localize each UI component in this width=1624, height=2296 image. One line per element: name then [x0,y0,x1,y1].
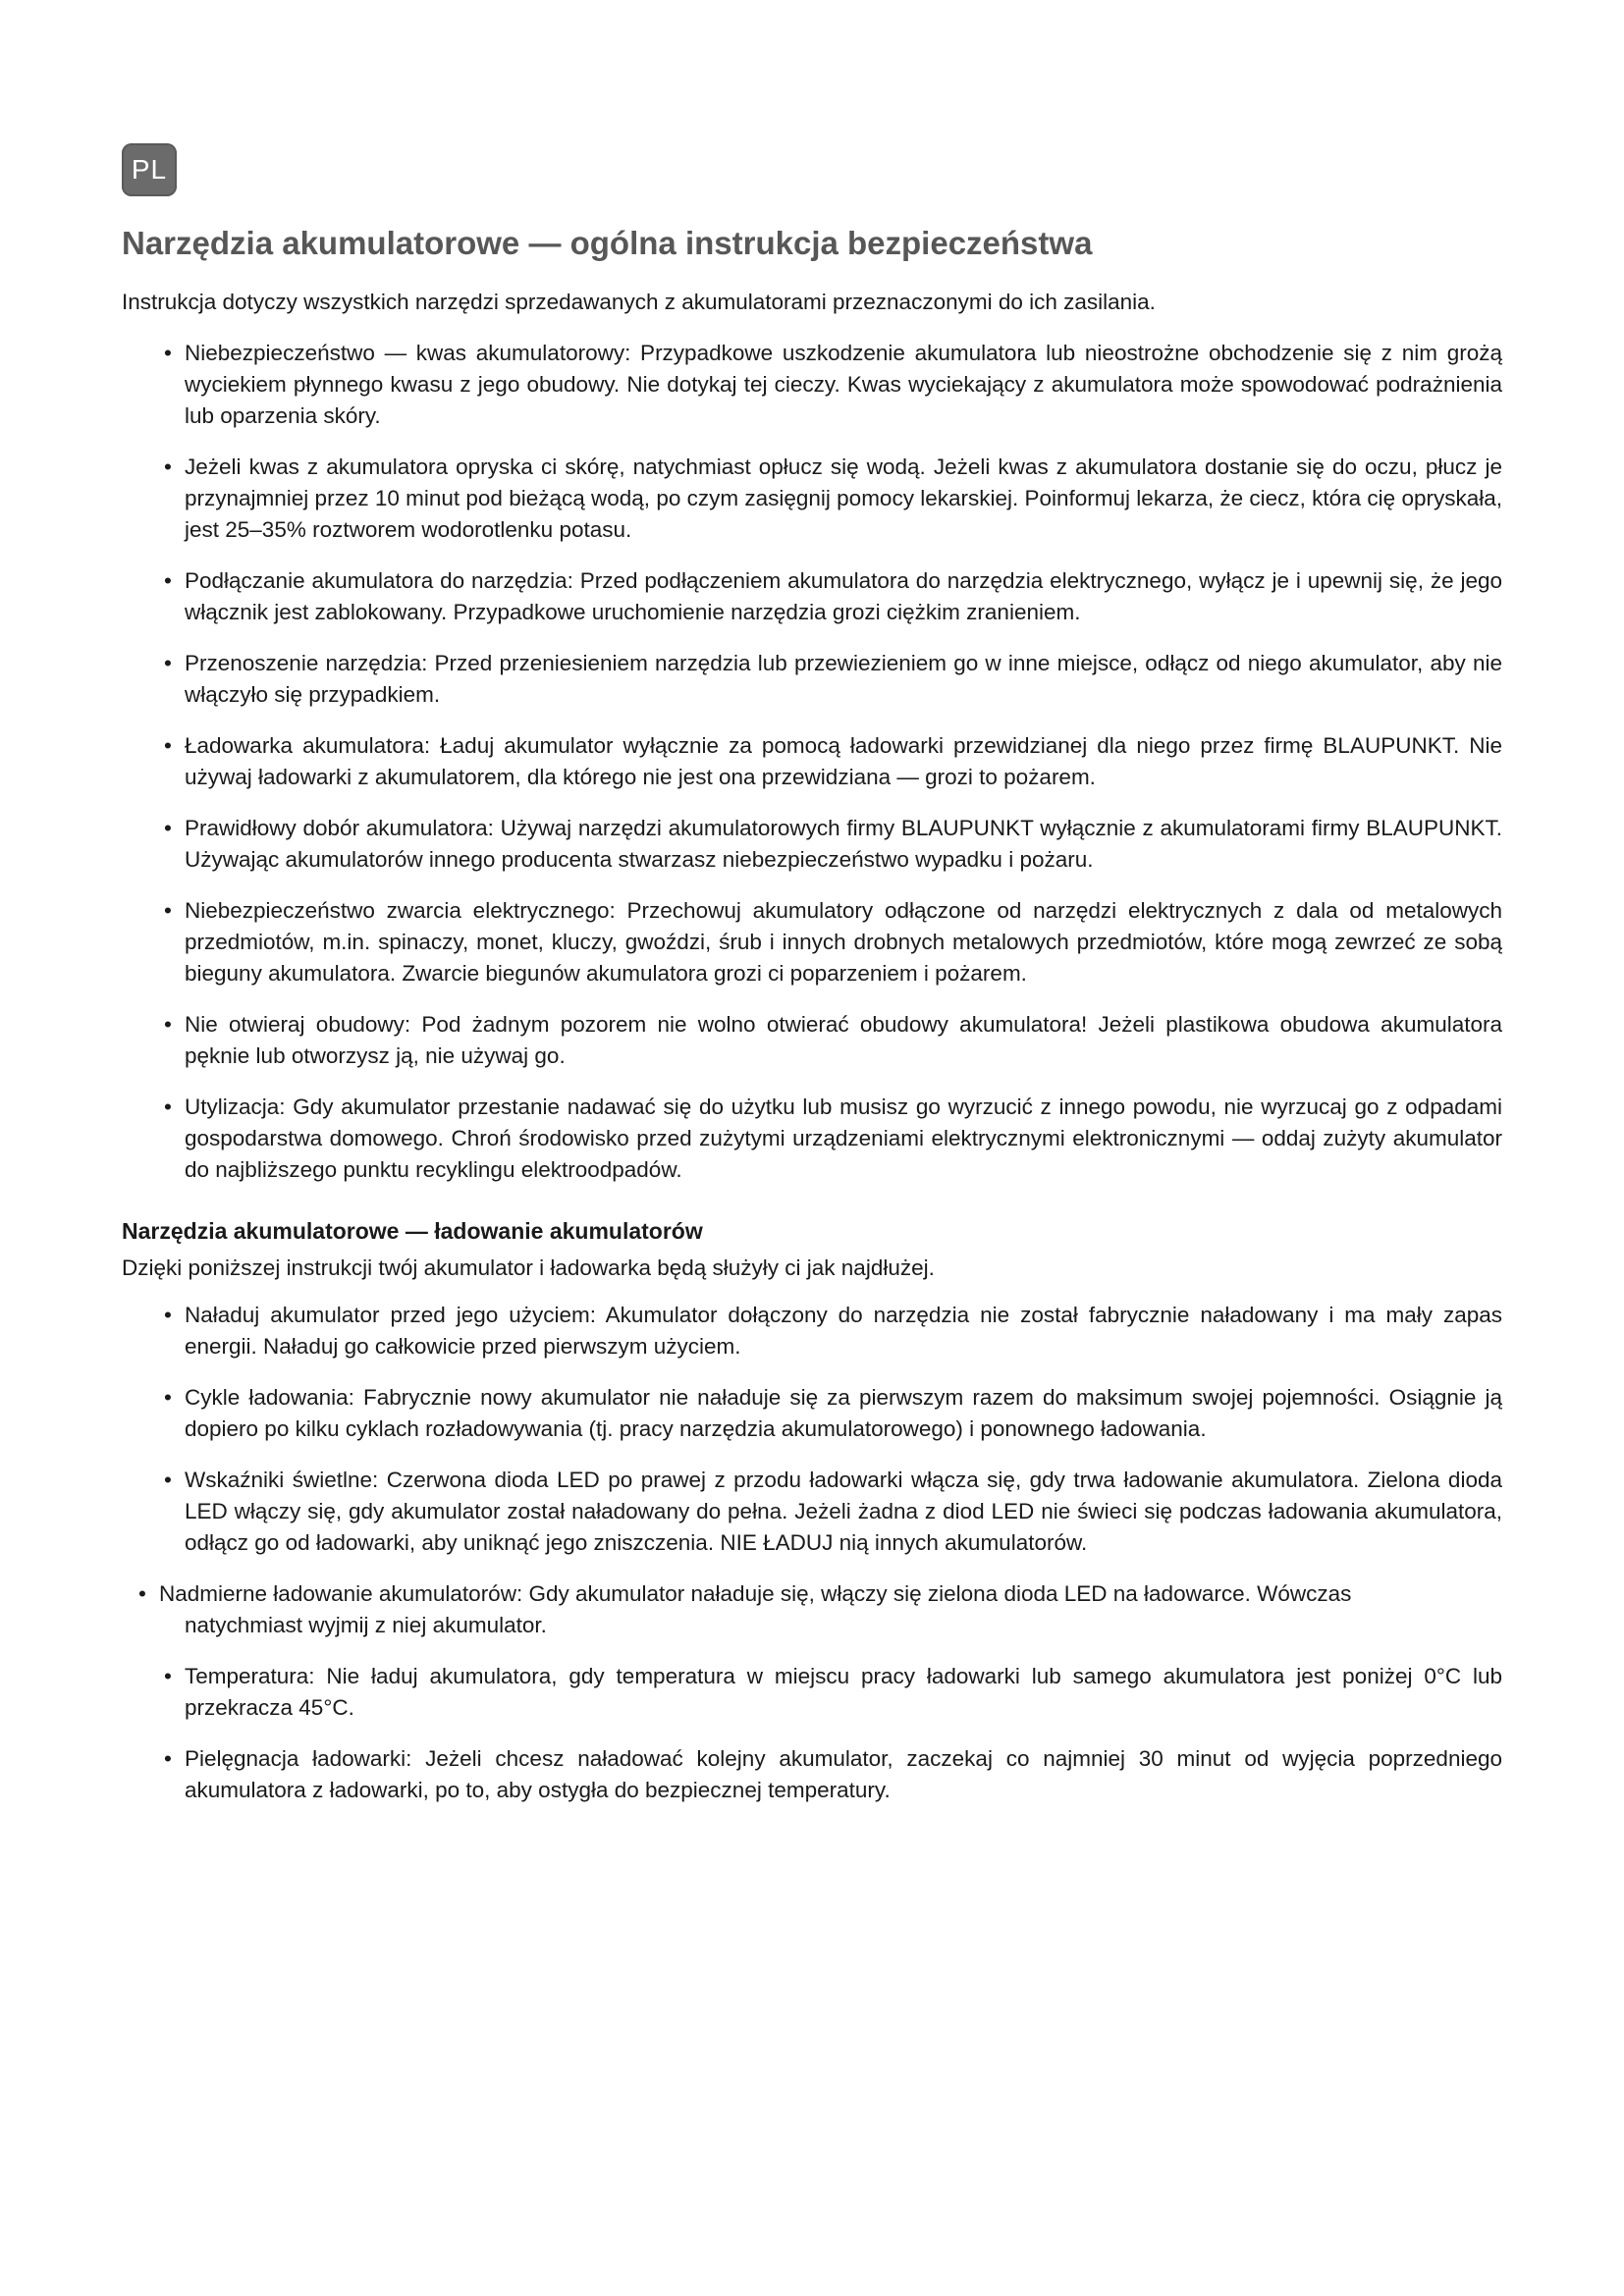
document-body [122,222,1502,1826]
list-item: • Naładuj akumulator przed jego użyciem: Akumulator dołączony do narzędzia nie został fabrycznie naładowany i ma mały zapas energii. Naładuj go całkowicie przed pierwszym użyciem. [122,1300,1502,1362]
bullet-icon: • [164,816,172,840]
page-title: Narzędzia akumulatorowe — ogólna instrukcja bezpieczeństwa [122,225,1093,261]
bullet-icon: • [164,1664,172,1688]
bullet-icon: • [164,1303,172,1327]
list-item: • Podłączanie akumulatora do narzędzia: Przed podłączeniem akumulatora do narzędzia elektrycznego, wyłącz je i upewnij się, że jego włącznik jest zablokowany. Przypadkowe uruchomienie narzędzia grozi ciężkim zranieniem. [122,565,1502,628]
list-item: • Utylizacja: Gdy akumulator przestanie nadawać się do użytku lub musisz go wyrzucić z innego powodu, nie wyrzucaj go z odpadami gospodarstwa domowego. Chroń środowisko przed zużytymi urządzeniami elektrycznymi elektronicznymi — oddaj zużyty akumulator do najbliższego punktu recyklingu elektroodpadów. [122,1092,1502,1186]
list-item: • Jeżeli kwas z akumulatora opryska ci skórę, natychmiast opłucz się wodą. Jeżeli kwas z akumulatora dostanie się do oczu, płucz je przynajmniej przez 10 minut pod bieżącą wodą, po czym zasięgnij pomocy lekarskiej. Poinformuj lekarza, że ciecz, która cię opryskała, jest 25–35% roztworem wodorotlenku potasu. [122,452,1502,546]
bullet-icon: • [164,898,172,923]
bullet-icon: • [164,1385,172,1410]
list-item: • Pielęgnacja ładowarki: Jeżeli chcesz naładować kolejny akumulator, zaczekaj co najmniej 30 minut od wyjęcia poprzedniego akumulatora z ładowarki, po to, aby ostygła do bezpiecznej temperatury. [122,1743,1502,1806]
list-item: • Nie otwieraj obudowy: Pod żadnym pozorem nie wolno otwierać obudowy akumulatora! Jeżeli plastikowa obudowa akumulatora pęknie lub otworzysz ją, nie używaj go. [122,1009,1502,1072]
safety-list [122,338,1502,1186]
list-item: • Ładowarka akumulatora: Ładuj akumulator wyłącznie za pomocą ładowarki przewidzianej dla niego przez firmę BLAUPUNKT. Nie używaj ładowarki z akumulatorem, dla którego nie jest ona przewidziana — grozi to pożarem. [122,730,1502,793]
charging-list [122,1300,1502,1806]
list-item: • Cykle ładowania: Fabrycznie nowy akumulator nie naładuje się za pierwszym razem do maksimum swojej pojemności. Osiągnie ją dopiero po kilku cyklach rozładowywania (tj. pracy narzędzia akumulatorowego) i ponownego ładowania. [122,1382,1502,1445]
list-item: • Temperatura: Nie ładuj akumulatora, gdy temperatura w miejscu pracy ładowarki lub samego akumulatora jest poniżej 0°C lub przekracza 45°C. [122,1661,1502,1724]
intro-text: Instrukcja dotyczy wszystkich narzędzi sprzedawanych z akumulatorami przeznaczonymi do ich zasilania. [122,290,1156,314]
bullet-icon: • [164,454,172,479]
list-item: • Niebezpieczeństwo — kwas akumulatorowy: Przypadkowe uszkodzenie akumulatora lub nieostrożne obchodzenie się z nim grożą wyciekiem płynnego kwasu z jego obudowy. Nie dotykaj tej cieczy. Kwas wyciekający z akumulatora może spowodować podrażnienia lub oparzenia skóry. [122,338,1502,432]
charging-intro: Dzięki poniższej instrukcji twój akumulator i ładowarka będą służyły ci jak najdłużej. [122,1255,935,1280]
bullet-icon: • [164,1012,172,1037]
bullet-icon: • [164,733,172,758]
section-heading-charging: Narzędzia akumulatorowe — ładowanie akumulatorów [122,1218,703,1244]
bullet-icon: • [164,341,172,365]
language-badge: PL [122,143,177,196]
bullet-icon: • [164,568,172,593]
list-item: • Wskaźniki świetlne: Czerwona dioda LED po prawej z przodu ładowarki włącza się, gdy trwa ładowanie akumulatora. Zielona dioda LED włączy się, gdy akumulator został naładowany do pełna. Jeżeli żadna z diod LED nie świeci się podczas ładowania akumulatora, odłącz go od ładowarki, aby uniknąć jego zniszczenia. NIE ŁADUJ nią innych akumulatorów. [122,1465,1502,1559]
list-item: • Przenoszenie narzędzia: Przed przeniesieniem narzędzia lub przewiezieniem go w inne miejsce, odłącz od niego akumulator, aby nie włączyło się przypadkiem. [122,648,1502,711]
bullet-icon: • [164,1746,172,1771]
list-item: • Niebezpieczeństwo zwarcia elektrycznego: Przechowuj akumulatory odłączone od narzędzi elektrycznych z dala od metalowych przedmiotów, m.in. spinaczy, monet, kluczy, gwoździ, śrub i innych drobnych metalowych przedmiotów, które mogą zewrzeć ze sobą bieguny akumulatora. Zwarcie biegunów akumulatora grozi ci poparzeniem i pożarem. [122,895,1502,989]
list-item: • Nadmierne ładowanie akumulatorów: Gdy akumulator naładuje się, włączy się zielona dioda LED na ładowarce. Wówczas natychmiast wyjmij z niej akumulator. [122,1578,1502,1641]
bullet-icon: • [164,1095,172,1119]
bullet-icon: • [164,1468,172,1492]
bullet-icon: • [138,1581,146,1606]
bullet-icon: • [164,651,172,675]
list-item: • Prawidłowy dobór akumulatora: Używaj narzędzi akumulatorowych firmy BLAUPUNKT wyłącznie z akumulatorami firmy BLAUPUNKT. Używając akumulatorów innego producenta stwarzasz niebezpieczeństwo wypadku i pożaru. [122,813,1502,876]
